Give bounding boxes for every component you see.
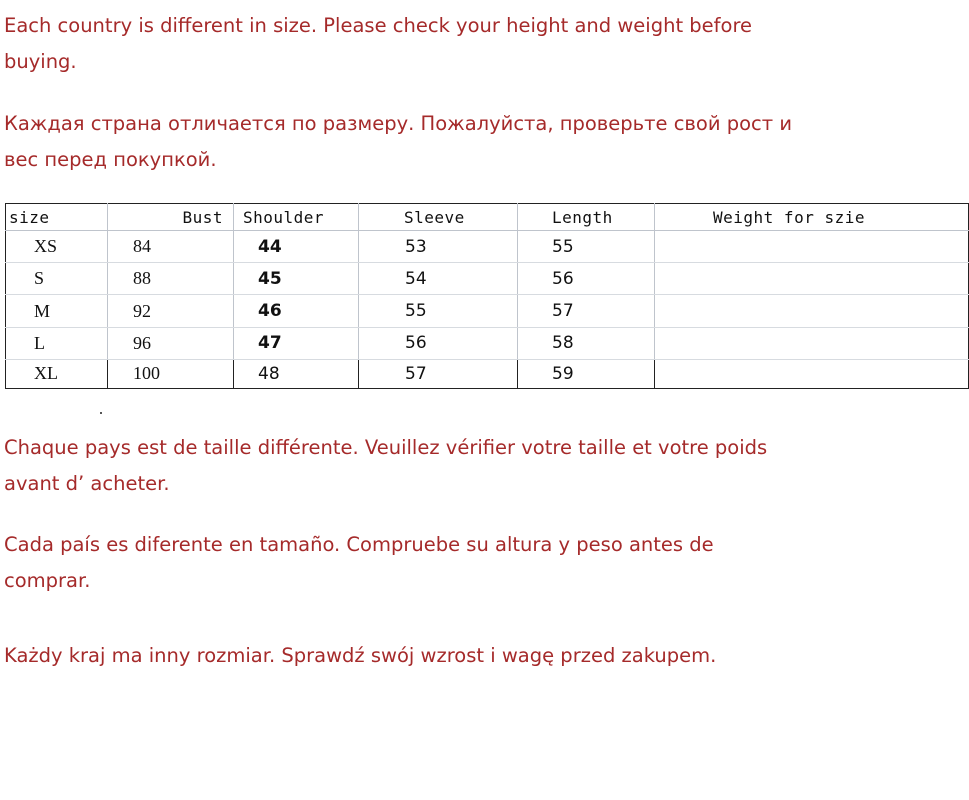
cell-shoulder: 48 [234,359,359,388]
header-bust: Bust [108,204,234,231]
cell-length: 56 [518,263,655,295]
cell-sleeve: 55 [359,295,518,327]
cell-weight [655,231,969,263]
cell-sleeve: 57 [359,359,518,388]
cell-size: M [6,295,108,327]
notice-english: Each country is different in size. Please check your height and weight before buying. [4,14,753,73]
cell-bust: 84 [108,231,234,263]
cell-weight [655,295,969,327]
table-row [6,295,969,327]
cell-shoulder: 44 [234,231,359,263]
header-shoulder: Shoulder [234,204,359,231]
cell-shoulder: 46 [234,295,359,327]
cell-shoulder: 47 [234,327,359,359]
cell-bust: 88 [108,263,234,295]
table-header-row [6,204,969,231]
cell-length: 59 [518,359,655,388]
header-length: Length [518,204,655,231]
cell-sleeve: 53 [359,231,518,263]
cell-size: XL [6,359,108,388]
cell-bust: 96 [108,327,234,359]
cell-weight [655,263,969,295]
cell-sleeve: 56 [359,327,518,359]
cell-length: 55 [518,231,655,263]
cell-length: 58 [518,327,655,359]
stray-dot [100,412,102,414]
cell-shoulder: 45 [234,263,359,295]
header-sleeve: Sleeve [359,204,518,231]
cell-size: XS [6,231,108,263]
size-chart-table [5,203,969,389]
cell-bust: 92 [108,295,234,327]
cell-weight [655,327,969,359]
table-row [6,359,969,388]
cell-size: S [6,263,108,295]
notice-spanish: Cada país es diferente en tamaño. Compruebe su altura y peso antes de comprar. [4,533,714,592]
header-size: size [6,204,108,231]
cell-sleeve: 54 [359,263,518,295]
cell-bust: 100 [108,359,234,388]
table-row [6,327,969,359]
notice-polish: Każdy kraj ma inny rozmiar. Sprawdź swój wzrost i wagę przed zakupem. [4,644,717,667]
table-row [6,263,969,295]
notice-french: Chaque pays est de taille différente. Veuillez vérifier votre taille et votre poids avant d’ acheter. [4,436,768,495]
cell-size: L [6,327,108,359]
notice-russian: Каждая страна отличается по размеру. Пожалуйста, проверьте свой рост и вес перед покупкой. [4,112,792,171]
table-row [6,231,969,263]
header-weight: Weight for szie [655,204,969,231]
cell-weight [655,359,969,388]
cell-length: 57 [518,295,655,327]
